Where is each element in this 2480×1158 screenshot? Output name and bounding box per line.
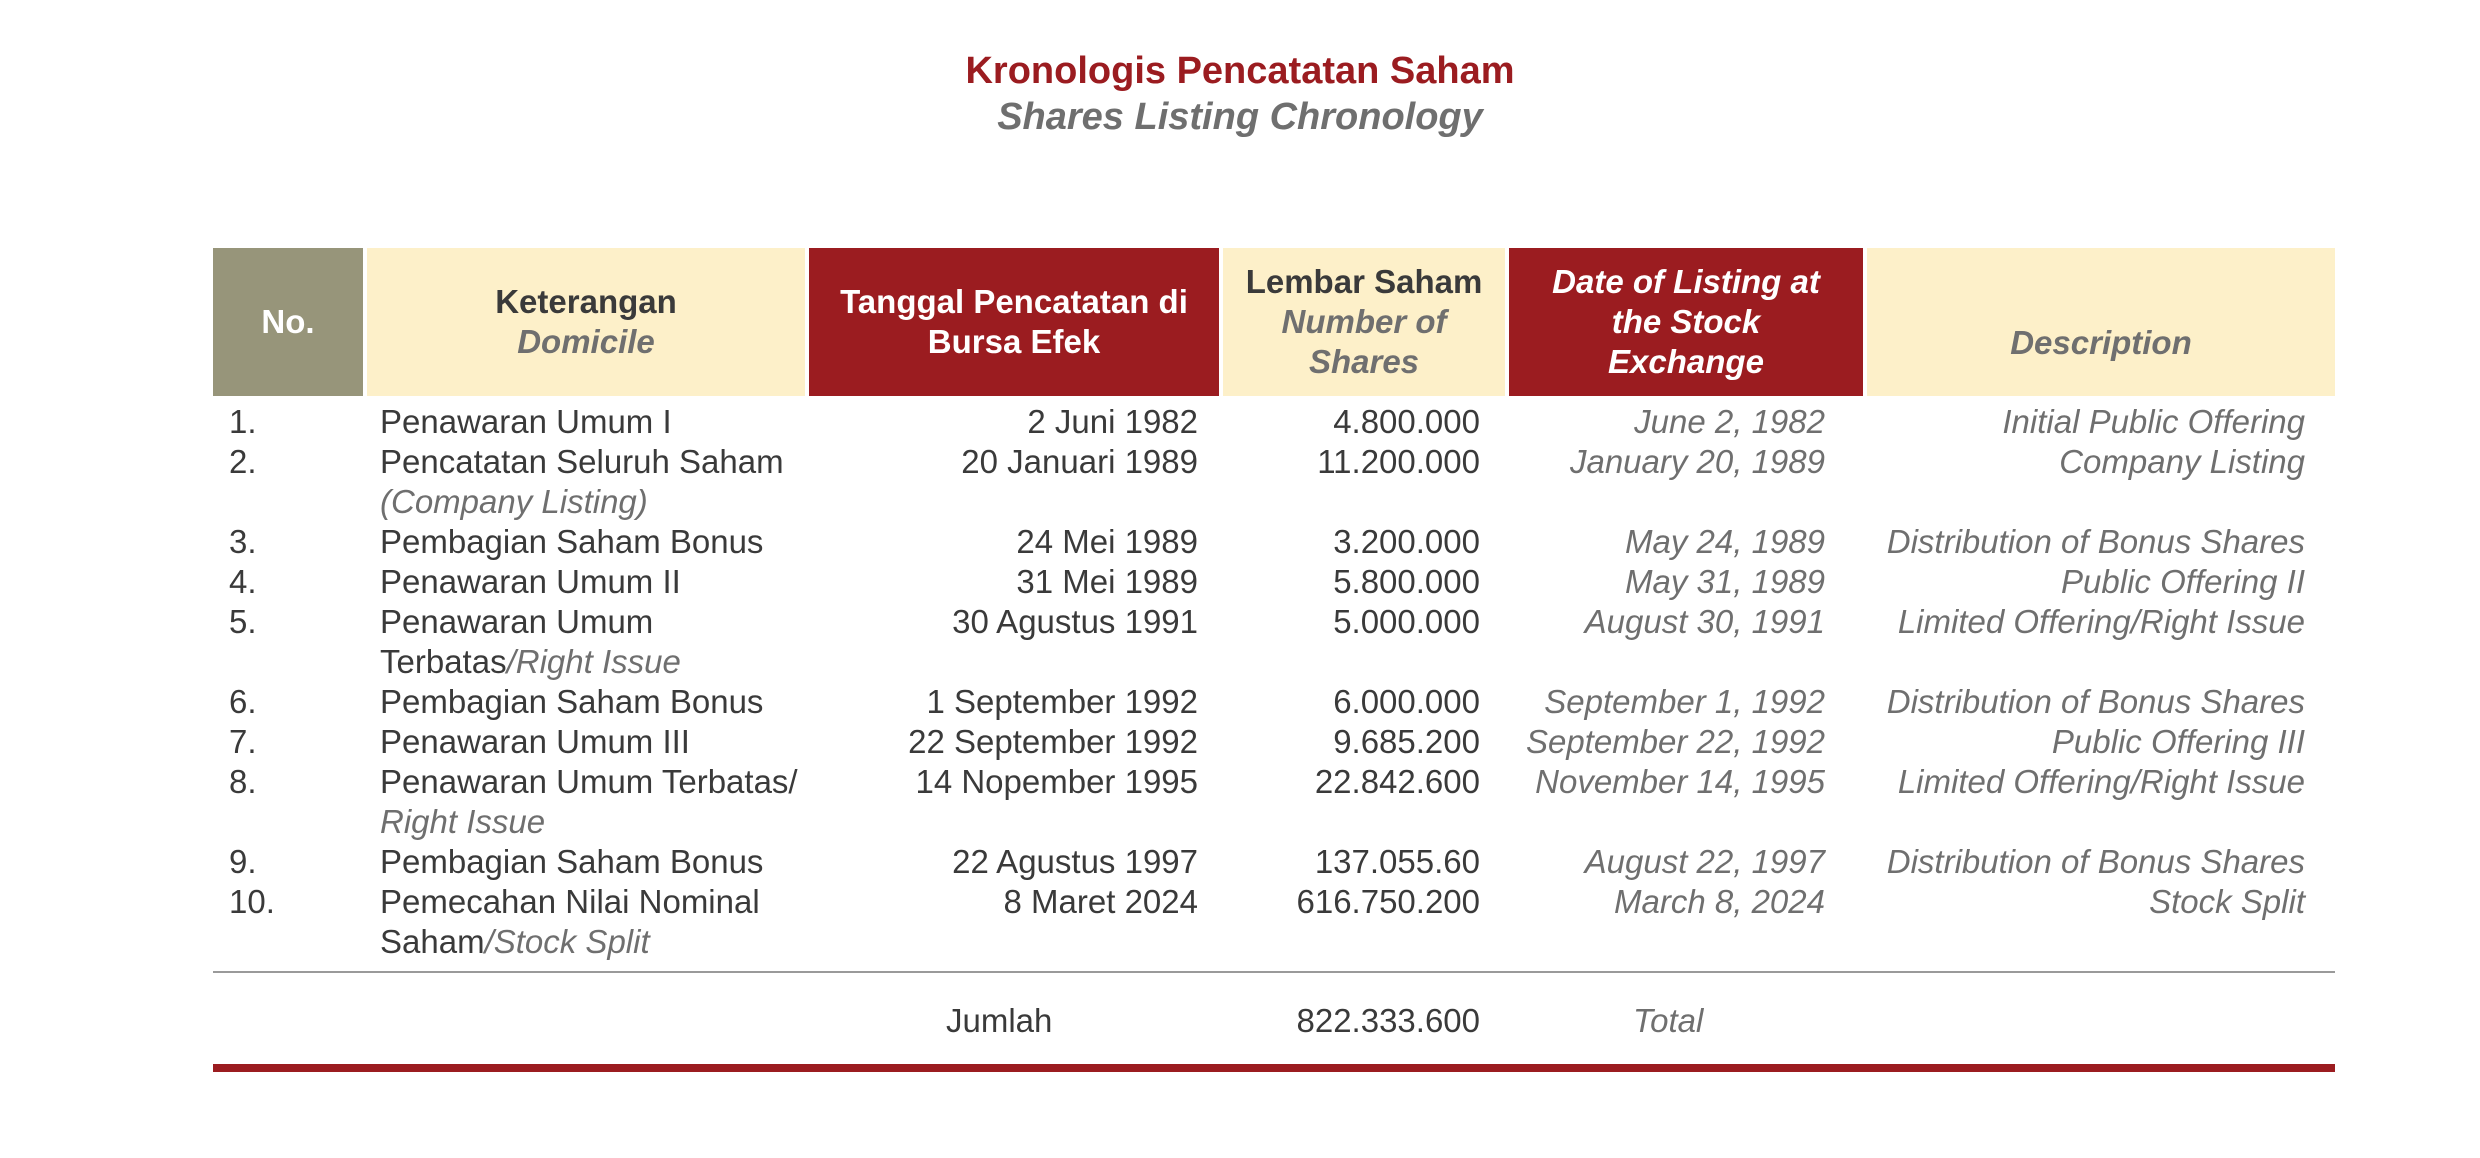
header-tanggal-label: Tanggal Pencatatan di Bursa Efek	[840, 283, 1188, 360]
row-date-of-listing: November 14, 1995	[1535, 763, 1825, 800]
row-keterangan-text: Penawaran Umum I	[380, 403, 672, 440]
title-block	[0, 48, 2480, 140]
table-row	[213, 882, 2335, 962]
total-label-en: Total	[1633, 1002, 1704, 1039]
header-lembar	[1223, 248, 1505, 396]
row-date-of-listing: June 2, 1982	[1634, 403, 1825, 440]
header-keterangan	[367, 248, 805, 396]
row-date-of-listing: September 1, 1992	[1544, 683, 1825, 720]
row-lembar-saham: 11.200.000	[1317, 443, 1480, 480]
row-date-of-listing: September 22, 1992	[1525, 723, 1825, 760]
row-keterangan-text: Penawaran Umum II	[380, 563, 681, 600]
row-number: 3.	[229, 523, 257, 560]
table-row	[213, 762, 2335, 842]
row-keterangan	[380, 722, 820, 762]
header-no	[213, 248, 363, 396]
row-keterangan-text: Penawaran Umum Terbatas/	[380, 763, 798, 800]
listing-table	[213, 248, 2335, 962]
header-lembar-label: Lembar Saham	[1245, 263, 1483, 300]
row-number: 4.	[229, 563, 257, 600]
header-tanggal	[809, 248, 1219, 396]
row-date-of-listing: May 31, 1989	[1625, 563, 1825, 600]
row-description: Limited Offering/Right Issue	[1897, 603, 2305, 640]
row-lembar-saham: 5.800.000	[1333, 563, 1480, 600]
table-header	[213, 248, 2335, 396]
row-description: Distribution of Bonus Shares	[1886, 843, 2305, 880]
table-body	[213, 402, 2335, 962]
row-keterangan	[380, 522, 820, 562]
total-value: 822.333.600	[1296, 1002, 1480, 1039]
row-lembar-saham: 616.750.200	[1296, 883, 1480, 920]
row-keterangan-note: (Company Listing)	[380, 483, 648, 520]
header-number-of-shares-label: Number of Shares	[1281, 303, 1447, 380]
row-lembar-saham: 6.000.000	[1333, 683, 1480, 720]
header-no-label: No.	[261, 303, 315, 340]
row-keterangan-text: Penawaran Umum III	[380, 723, 690, 760]
row-keterangan-text: Pemecahan Nilai Nominal Saham	[380, 883, 760, 960]
header-keterangan-label: Keterangan	[495, 283, 677, 320]
row-keterangan	[380, 602, 820, 682]
table-row	[213, 442, 2335, 522]
bottom-rule	[213, 1064, 2335, 1072]
row-lembar-saham: 9.685.200	[1333, 723, 1480, 760]
row-keterangan-text: Pencatatan Seluruh Saham	[380, 443, 784, 480]
row-tanggal: 20 Januari 1989	[961, 443, 1198, 480]
row-number: 1.	[229, 403, 257, 440]
header-date-of-listing	[1509, 248, 1863, 396]
table-row	[213, 842, 2335, 882]
row-keterangan	[380, 682, 820, 722]
row-keterangan	[380, 762, 820, 842]
row-keterangan-note: Right Issue	[380, 803, 546, 840]
row-keterangan	[380, 442, 820, 522]
row-number: 6.	[229, 683, 257, 720]
row-keterangan-text: Penawaran Umum Terbatas	[380, 603, 654, 680]
row-lembar-saham: 22.842.600	[1314, 763, 1480, 800]
row-tanggal: 1 September 1992	[926, 683, 1198, 720]
header-description-label: Description	[2010, 324, 2192, 361]
row-description: Limited Offering/Right Issue	[1897, 763, 2305, 800]
row-date-of-listing: March 8, 2024	[1614, 883, 1825, 920]
page-subtitle: Shares Listing Chronology	[997, 96, 1483, 138]
row-number: 8.	[229, 763, 257, 800]
row-description: Public Offering II	[2061, 563, 2305, 600]
row-tanggal: 22 September 1992	[908, 723, 1198, 760]
row-keterangan-note: /Stock Split	[484, 923, 650, 960]
total-row	[213, 1001, 2335, 1041]
row-tanggal: 14 Nopember 1995	[915, 763, 1198, 800]
table-row	[213, 682, 2335, 722]
table-row	[213, 722, 2335, 762]
table-row	[213, 602, 2335, 682]
row-keterangan	[380, 562, 820, 602]
row-description: Stock Split	[2149, 883, 2305, 920]
row-keterangan-text: Pembagian Saham Bonus	[380, 683, 764, 720]
table-row	[213, 522, 2335, 562]
row-description: Initial Public Offering	[2002, 403, 2305, 440]
row-lembar-saham: 137.055.60	[1314, 843, 1480, 880]
row-tanggal: 24 Mei 1989	[1016, 523, 1198, 560]
row-description: Distribution of Bonus Shares	[1886, 523, 2305, 560]
row-number: 5.	[229, 603, 257, 640]
row-date-of-listing: January 20, 1989	[1569, 443, 1825, 480]
total-label: Jumlah	[946, 1002, 1053, 1039]
row-keterangan	[380, 842, 820, 882]
header-description	[1867, 248, 2335, 396]
row-date-of-listing: May 24, 1989	[1625, 523, 1825, 560]
row-lembar-saham: 4.800.000	[1333, 403, 1480, 440]
row-number: 7.	[229, 723, 257, 760]
row-keterangan	[380, 882, 820, 962]
total-divider	[213, 971, 2335, 973]
row-lembar-saham: 5.000.000	[1333, 603, 1480, 640]
row-number: 10.	[229, 883, 275, 920]
row-number: 2.	[229, 443, 257, 480]
row-keterangan-text: Pembagian Saham Bonus	[380, 523, 764, 560]
row-number: 9.	[229, 843, 257, 880]
row-description: Company Listing	[2059, 443, 2305, 480]
page-title: Kronologis Pencatatan Saham	[965, 50, 1515, 92]
row-description: Distribution of Bonus Shares	[1886, 683, 2305, 720]
row-tanggal: 31 Mei 1989	[1016, 563, 1198, 600]
row-lembar-saham: 3.200.000	[1333, 523, 1480, 560]
row-keterangan-text: Pembagian Saham Bonus	[380, 843, 764, 880]
row-date-of-listing: August 30, 1991	[1584, 603, 1825, 640]
row-tanggal: 8 Maret 2024	[1003, 883, 1198, 920]
row-date-of-listing: August 22, 1997	[1584, 843, 1825, 880]
header-domicile-label: Domicile	[517, 323, 655, 360]
table-row	[213, 402, 2335, 442]
row-tanggal: 2 Juni 1982	[1027, 403, 1198, 440]
table-row	[213, 562, 2335, 602]
row-keterangan-note: /Right Issue	[506, 643, 681, 680]
header-date-of-listing-label: Date of Listing at the Stock Exchange	[1552, 263, 1820, 380]
row-tanggal: 30 Agustus 1991	[952, 603, 1198, 640]
row-keterangan	[380, 402, 820, 442]
row-tanggal: 22 Agustus 1997	[952, 843, 1198, 880]
row-description: Public Offering III	[2051, 723, 2305, 760]
